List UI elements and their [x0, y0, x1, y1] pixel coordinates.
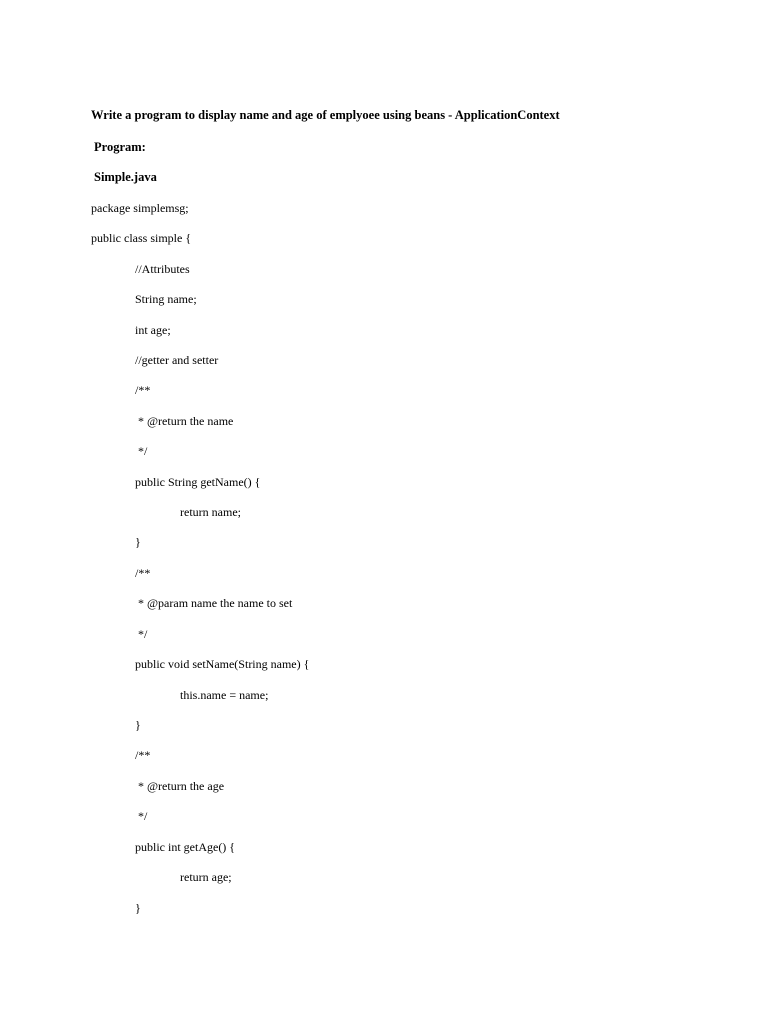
- code-line: public int getAge() {: [135, 840, 236, 854]
- code-line: */: [135, 809, 148, 823]
- code-line: /**: [135, 566, 151, 580]
- code-line: public class simple {: [91, 231, 192, 245]
- code-line: package simplemsg;: [91, 201, 189, 215]
- document-heading: Write a program to display name and age of emplyoee using beans - ApplicationContext: [91, 108, 560, 122]
- code-line: //Attributes: [135, 262, 190, 276]
- code-line: }: [135, 901, 141, 915]
- code-line: /**: [135, 383, 151, 397]
- code-line: * @param name the name to set: [135, 596, 293, 610]
- code-line: public String getName() {: [135, 475, 261, 489]
- code-line: return age;: [180, 870, 232, 884]
- code-line: String name;: [135, 292, 197, 306]
- code-line: int age;: [135, 323, 171, 337]
- code-line: return name;: [180, 505, 241, 519]
- code-line: this.name = name;: [180, 688, 269, 702]
- code-line: }: [135, 535, 141, 549]
- code-line: * @return the name: [135, 414, 234, 428]
- program-label: Program:: [94, 140, 146, 154]
- file-label: Simple.java: [94, 170, 157, 184]
- code-line: public void setName(String name) {: [135, 657, 310, 671]
- code-line: */: [135, 627, 148, 641]
- code-line: }: [135, 718, 141, 732]
- code-line: */: [135, 444, 148, 458]
- code-line: /**: [135, 748, 151, 762]
- code-line: * @return the age: [135, 779, 225, 793]
- code-line: //getter and setter: [135, 353, 219, 367]
